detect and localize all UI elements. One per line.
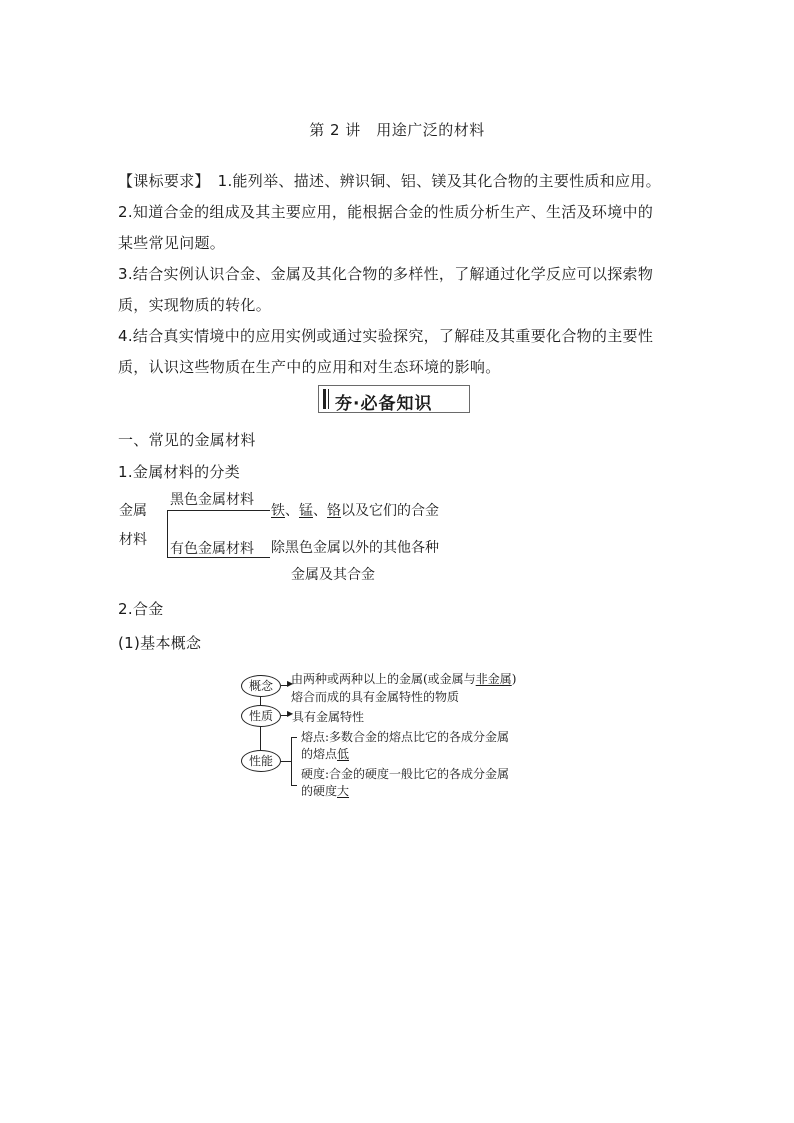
branch1-description xyxy=(271,500,439,520)
requirements-line-7: 质，认识这些物质在生产中的应用和对生态环境的影响。 xyxy=(118,358,501,376)
classification-root-line1: 金属 xyxy=(119,503,147,519)
hardness-line2 xyxy=(301,782,349,799)
sep-1: 、 xyxy=(285,503,299,519)
hardness-text: 的硬度 xyxy=(301,784,338,798)
requirements-line-2: 2.知道合金的组成及其主要应用，能根据合金的性质分析生产、生活及环境中的 xyxy=(118,203,654,221)
arrow-right-icon: ▶ xyxy=(287,709,294,718)
hardness-line1: 硬度:合金的硬度一般比它的各成分金属 xyxy=(301,767,510,781)
connector-concept-property xyxy=(260,697,261,705)
iron-term: 铁 xyxy=(271,503,285,519)
performance-node: 性能 xyxy=(241,750,281,772)
arrow-right-icon: ▶ xyxy=(287,679,294,688)
section-heading-box xyxy=(318,385,470,413)
performance-bracket-top xyxy=(291,737,297,738)
section-heading: 夯·必备知识 xyxy=(335,394,433,414)
concept-def-text-b: ) xyxy=(511,672,517,686)
property-node: 性质 xyxy=(241,705,281,727)
sub2-heading: 2.合金 xyxy=(118,600,164,618)
part1-heading: 一、常见的金属材料 xyxy=(118,431,256,449)
heading-bar-thin xyxy=(328,389,329,409)
sub1-heading: 1.金属材料的分类 xyxy=(118,463,241,481)
page-title: 第 2 讲 用途广泛的材料 xyxy=(309,121,485,139)
concept-node: 概念 xyxy=(241,675,281,697)
melting-text: 的熔点 xyxy=(301,747,338,761)
branch2-description-line1: 除黑色金属以外的其他各种 xyxy=(271,540,439,556)
melting-point-line2 xyxy=(301,745,349,762)
manganese-term: 锰 xyxy=(299,503,313,519)
melting-point-line1: 熔点:多数合金的熔点比它的各成分金属 xyxy=(301,730,510,744)
classification-branch1-line xyxy=(167,510,270,511)
branch2-label: 有色金属材料 xyxy=(170,541,254,557)
concept-def-text-a: 由两种或两种以上的金属(或金属与 xyxy=(291,672,476,686)
classification-root-line2: 材料 xyxy=(119,532,147,548)
sub2-1-heading: (1)基本概念 xyxy=(118,634,202,652)
connector-property-performance xyxy=(260,727,261,750)
performance-bracket xyxy=(291,737,292,786)
requirements-line-3: 某些常见问题。 xyxy=(118,234,226,252)
performance-bracket-bottom xyxy=(291,785,297,786)
requirements-line-4: 3.结合实例认识合金、金属及其化合物的多样性，了解通过化学反应可以探索物 xyxy=(118,265,654,283)
non-metal-term: 非金属 xyxy=(475,672,512,686)
property-description: 具有金属特性 xyxy=(292,710,365,724)
requirements-line-1: 【课标要求】 1.能列举、描述、辨识铜、铝、镁及其化合物的主要性质和应用。 xyxy=(118,172,661,190)
chromium-term: 铬 xyxy=(327,503,341,519)
concept-definition-line2: 熔合而成的具有金属特性的物质 xyxy=(291,690,460,704)
requirements-line-5: 质，实现物质的转化。 xyxy=(118,296,272,314)
low-term: 低 xyxy=(337,747,350,761)
concept-definition-line1 xyxy=(291,670,516,687)
branch1-desc-tail: 以及它们的合金 xyxy=(341,503,439,519)
high-term: 大 xyxy=(337,784,350,798)
sep-2: 、 xyxy=(313,503,327,519)
requirements-line-6: 4.结合真实情境中的应用实例或通过实验探究，了解硅及其重要化合物的主要性 xyxy=(118,327,654,345)
branch1-label: 黑色金属材料 xyxy=(170,492,254,508)
branch2-description-line2: 金属及其合金 xyxy=(291,567,375,583)
heading-bar-thick xyxy=(323,389,326,409)
classification-bracket-vertical xyxy=(167,510,168,558)
